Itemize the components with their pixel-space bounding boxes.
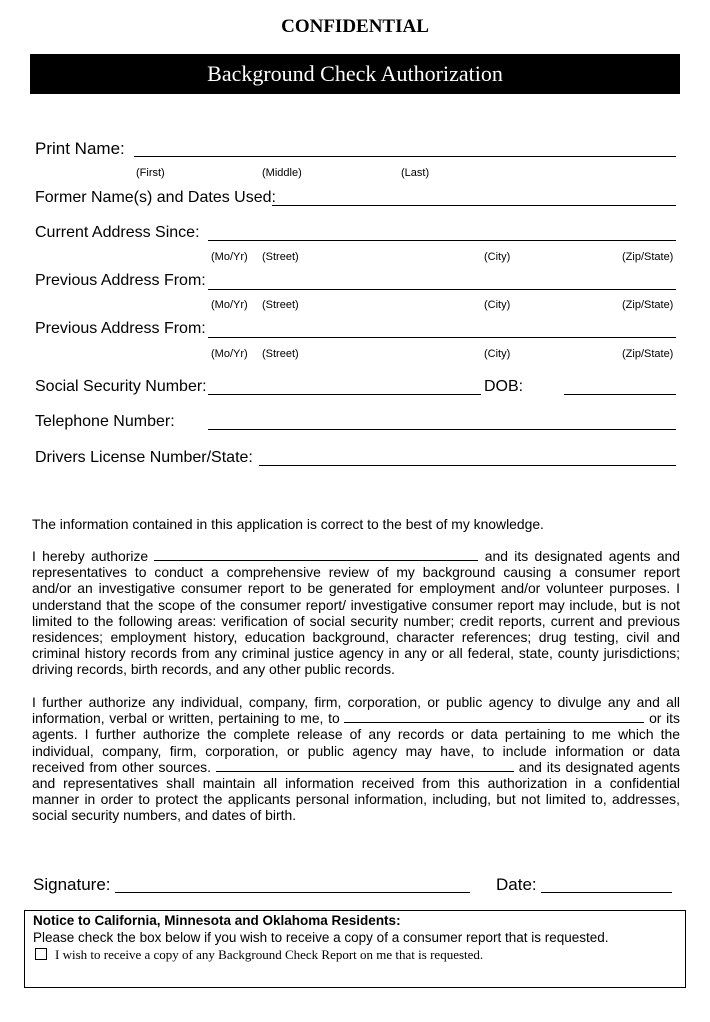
notice-instruction: Please check the box below if you wish to receive a copy of a consumer report that is requested. [33, 930, 609, 945]
authorized-party-field[interactable] [154, 549, 478, 561]
paragraph-line: representatives to conduct a comprehensive review of my background causing a consumer report [32, 564, 680, 581]
ssn-field[interactable] [208, 394, 481, 395]
city-caption: (City) [484, 251, 511, 263]
page-title: Background Check Authorization [30, 54, 680, 94]
copy-request-checkbox[interactable] [35, 948, 47, 960]
zipstate-caption: (Zip/State) [622, 348, 674, 360]
recipient-field[interactable] [344, 711, 644, 723]
confidential-heading: CONFIDENTIAL [281, 16, 429, 37]
moyr-caption: (Mo/Yr) [211, 251, 248, 263]
dob-field[interactable] [564, 394, 676, 395]
zipstate-caption: (Zip/State) [622, 299, 674, 311]
current-address-field[interactable] [208, 240, 676, 241]
city-caption: (City) [484, 348, 511, 360]
middle-caption: (Middle) [262, 167, 302, 179]
last-caption: (Last) [401, 167, 430, 179]
telephone-field[interactable] [208, 429, 676, 430]
signature-field[interactable] [115, 892, 470, 893]
paragraph-line: I further authorize any individual, company, firm, corporation, or public agency to divulge any and all [32, 694, 680, 710]
street-caption: (Street) [262, 348, 299, 360]
paragraph-line: social security numbers, and dates of birth. [32, 807, 297, 824]
paragraph-line: manner in order to protect the applicants personal information, including, but not limited to, addresses, [32, 791, 680, 808]
moyr-caption: (Mo/Yr) [211, 299, 248, 311]
paragraph-line: agents. I further authorize the complete release of any records or data pertaining to me which the [32, 726, 680, 743]
dob-label: DOB: [484, 378, 524, 395]
ssn-label: Social Security Number: [35, 378, 207, 395]
street-caption: (Street) [262, 251, 299, 263]
previous-address-field[interactable] [208, 337, 676, 338]
drivers-license-field[interactable] [259, 465, 676, 466]
paragraph-line: and/or an investigative consumer report to be generated for employment and/or volunteer purposes. I [32, 580, 680, 597]
notice-box [24, 910, 686, 988]
paragraph-line: I hereby authorize and its designated agents and [32, 548, 680, 564]
paragraph-line: received from other sources. and its designated agents [32, 758, 681, 775]
drivers-license-label: Drivers License Number/State: [35, 449, 253, 466]
release-paragraph [32, 694, 680, 824]
former-names-field[interactable] [272, 205, 676, 206]
signature-label: Signature: [33, 875, 111, 894]
paragraph-line: information, verbal or written, pertaining to me, to or its [32, 710, 680, 727]
paragraph-line: residences; employment history, education background, character references; drug testing, civil and [32, 629, 680, 646]
previous-address-label: Previous Address From: [35, 272, 206, 289]
zipstate-caption: (Zip/State) [622, 251, 674, 263]
previous-address-label: Previous Address From: [35, 320, 206, 337]
street-caption: (Street) [262, 299, 299, 311]
paragraph-line: criminal history records from any criminal justice agency in any or all federal, state, county jurisdictions; [32, 645, 680, 662]
paragraph-line: limited to the following areas: verification of social security number; credit reports, current and previous [32, 612, 680, 629]
copy-request-option[interactable] [35, 947, 483, 963]
first-caption: (First) [136, 167, 165, 179]
city-caption: (City) [484, 299, 511, 311]
paragraph-line: and representatives shall maintain all information received from this authorization in a confidential [32, 775, 680, 792]
paragraph-line: individual, company, firm, corporation, or public agency may have, to include information or data [32, 742, 680, 759]
previous-address-field[interactable] [208, 289, 676, 290]
moyr-caption: (Mo/Yr) [211, 348, 248, 360]
former-names-label: Former Name(s) and Dates Used: [35, 189, 276, 206]
date-label: Date: [496, 875, 537, 894]
date-field[interactable] [541, 892, 672, 893]
authorization-paragraph [32, 548, 680, 678]
notice-title: Notice to California, Minnesota and Oklahoma Residents: [33, 913, 401, 928]
organization-field[interactable] [216, 760, 514, 772]
print-name-field[interactable] [134, 156, 676, 157]
telephone-label: Telephone Number: [35, 413, 175, 430]
paragraph-line: driving records, birth records, and any other public records. [32, 661, 395, 678]
print-name-label: Print Name: [35, 139, 125, 158]
current-address-label: Current Address Since: [35, 224, 200, 241]
accuracy-statement: The information contained in this application is correct to the best of my knowledge. [32, 516, 544, 532]
checkbox-label: I wish to receive a copy of any Background Check Report on me that is requested. [55, 947, 484, 962]
paragraph-line: understand that the scope of the consumer report/ investigative consumer report may include, but is not [32, 596, 680, 613]
